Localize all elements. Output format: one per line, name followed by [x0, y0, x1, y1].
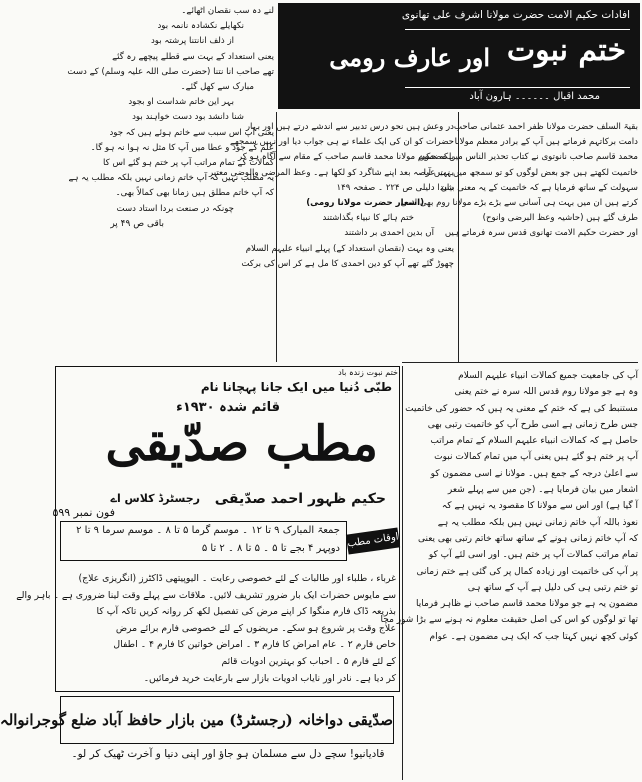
column-divider: [402, 366, 403, 780]
ad-tagline: طبّی دُنیا میں ایک جانا پہچانا نام: [200, 380, 392, 394]
text-line: یہ مطلب نہیں کہ آپ خاتم زمانی نہیں بلکہ مطلب یہ ہے: [68, 173, 274, 184]
text-line: کرتے ہیں ان میں بہت ہی آسانی سے بڑے بڑے مولانا روم بھی اسی: [400, 198, 638, 209]
text-line: اور حضرت حکیم الامت تھانوی قدس سرہ فرماتے ہیں: [444, 228, 638, 239]
text-line: در وعش ہیں نحو درس تدبیر سے اندشے درتے ہیں اور بہار: [245, 122, 454, 132]
text-line: چھوڑ گئے تھے آپ کو دین احمدی کا مل ہے کر اس کی برکت: [241, 258, 454, 269]
clinic-advertisement: [0, 366, 400, 780]
ad-line: خاص فارم ۲ ۔ عام امراض کا فارم ۳ ۔ امراض خواتین کا فارم ۴ ۔ اطفال: [113, 639, 396, 651]
text-line: مضمون یہ ہے جو مولانا محمد قاسم صاحب نے ظاہر فرمایا: [415, 599, 638, 610]
ad-line: سے مایوس حضرات ایک بار ضرور تشریف لائیں۔ ملاقات سے پہلے وقت لینا ضروری ہے ۔ باہر والے: [16, 589, 396, 601]
header-attribution: افادات حکیم الامت حضرت مولانا اشرف علی تھانوی: [401, 9, 630, 21]
ad-footer-message: قادیانیو! سچے دل سے مسلمان ہو جاؤ اور اپنی دنیا و آخرت ٹھیک کر لو۔: [71, 748, 385, 760]
text-line: محمد قاسم صاحب نانوتوی نے کتاب تحذیر الناس میں مضمون: [418, 152, 638, 163]
lower-right-column: [380, 368, 638, 778]
text-line: مستنبط کی ہے کہ ختم کے معنی یہ ہیں کہ حضور کی خاتمیت: [405, 403, 638, 414]
text-line: دامت برکاتہم فرماتے ہیں آپ کے برادر معظم مولانا: [454, 137, 638, 148]
text-line: کہ آپ خاتم مطلق ہیں زمانا بھی کمالاً بھی۔: [115, 188, 274, 199]
ad-body-text: [16, 571, 396, 687]
text-line: آپ پر ختم ہو گئے ہیں یعنی آپ میں تمام کمالات نبوت: [434, 452, 638, 463]
verse-line: ختم ہائے کا نبیاء بگذاشتند: [322, 213, 414, 224]
text-line: تمام مراتب کمالات آپ پر ختم ہیں۔ اور اسی لئے آپ کو: [428, 550, 638, 561]
text-line: بہت عرصہ بعد اپنے شاگرد کو لکھا ہے۔ وعظ المرضی والوضی معتبر: [209, 167, 454, 178]
text-line: نکھایلے نکشادہ نانمہ بود: [157, 21, 244, 32]
continued-note: باقی ص ۴۹ پر: [110, 218, 164, 229]
ad-line: کے لئے فارم ۵ ۔ احباب کو بہترین ادویات قائم: [221, 655, 396, 667]
text-line: طرف گئے ہیں (حاشیہ وعظ البرضی وانوح): [482, 213, 638, 224]
text-line: اشعار میں بیان فرمایا ہے۔ (جن میں سے پہلے شعر: [447, 485, 638, 496]
article-subtitle: اور عارف رومی: [329, 43, 490, 72]
text-line: بلکہ حکیم مولانا محمد قاسم صاحب کے مقام سے آگاہ ہو کر: [237, 152, 454, 163]
text-line: از ذلف انانتنا پرشتہ بود: [150, 36, 234, 47]
article-byline: محمد اقبال ۔۔۔۔۔۔ ہارون آباد: [469, 91, 600, 102]
left-column: [56, 4, 274, 360]
header-rule-bottom: [405, 87, 630, 88]
text-line: حضرات کو ان کی ایک علماء نے ہی جواب دیا اور نہیں سمجھے: [230, 137, 454, 148]
text-line: سے اعلیٰ درجہ کے جمع ہیں۔ مولانا نے اسی مضمون کو: [430, 468, 638, 479]
ad-established: قائم شدہ ۱۹۳۰ء: [176, 400, 280, 415]
timing-row: دوپہر ۴ بجے تا ۵ ۔ ۵ تا ۸ ۔ ۲ تا ۵: [201, 543, 340, 554]
article-title: ختم نبوت: [506, 33, 626, 68]
text-line: یعنی وہ بہت (نقصان استعداد کے) پہلے انبیاء علیہم السلام: [245, 243, 454, 254]
right-column: [400, 120, 638, 360]
text-line: کوئی کچھ نہیں کہتا جب کہ ایک ہی مضمون ہے۔ عوام: [429, 631, 638, 642]
text-line: تھا تو لوگوں کو اس کی اصل حقیقت معلوم نہ ہونے سے بڑا شور مچا: [380, 615, 638, 626]
ad-side-tag: ختم نبوت زندہ باد: [338, 368, 398, 377]
verse-heading: (اشعار حضرت مولانا رومی): [306, 198, 424, 209]
ad-phone: فون نمبر ۵۹۹: [52, 506, 115, 519]
ad-line: غرباء ، طلباء اور طالبات کے لئے خصوصی رعایت ۔ الیوپیتھی ڈاکٹرز (انگریزی علاج): [78, 573, 396, 584]
ad-timing-label: اوقات مطب: [346, 527, 400, 554]
text-line: یعنی آپ اس سبب سے خاتم ہوئے ہیں کہ جود: [109, 127, 274, 138]
text-line: علم کے جود و عطا میں آپ کا مثل نہ ہوا نہ ہو گا۔: [90, 142, 274, 153]
text-line: تھے صاحب انا نتنا (حضرت صلی اللہ علیہ وسلم) کے دست: [67, 66, 274, 77]
ad-line: علاج وقت پر شروع ہو سکے۔ مریضوں کے لئے خصوصی فارم برائے مرض: [115, 622, 396, 634]
text-line: بہر این خاتم شداست او بجود: [128, 97, 234, 108]
text-line: لنے دہ سب نقصان اٹھائے۔: [181, 6, 274, 16]
text-line: آ گیا ہے) اور اس سے مولانا کا مقصود یہ نہیں ہے کہ: [441, 501, 638, 512]
text-line: تو ختم رتبی ہی کی دلیل ہے آپ کے ساتھ ہی: [467, 582, 638, 593]
middle-column: [209, 120, 454, 360]
text-line: حاصل ہے کہ کمالات انبیاء علیہم السلام کے تمام مراتب: [430, 436, 638, 447]
ad-footer-dawakhana: صدّیقی دواخانہ (رجسٹرڈ) مین بازار حافظ آباد ضلع گوجرانوالہ: [60, 696, 394, 744]
text-line: یعنی استعداد کے بہت سے قطلے پیچھے رہ گئے: [112, 51, 274, 62]
ad-line: بذریعہ ڈاک فارم منگوا کر اپنے مرض کی تفصیل لکھ کر روانہ کریں تاکہ آپ کا: [96, 606, 396, 618]
text-line: خاتمیت لکھتے ہیں جو بعض لوگوں کو تو سمجھ میں نہیں آیا: [423, 167, 638, 178]
text-line: مبارک سے کھل گئے۔: [180, 82, 254, 93]
text-line: کمالات کے تمام مراتب آپ پر ختم ہو گئے اس کا: [103, 158, 274, 169]
ad-line: کر دیا ہے۔ نادر اور نایاب ادویات بازار سے بارعایت خرید فرمائیں۔: [143, 672, 396, 684]
text-line: شیدا دلیلی ص ۲۲۴ ۔ صفحہ ۱۴۹: [336, 182, 454, 193]
ad-registration: رجسٹرڈ کلاس اے: [110, 492, 200, 505]
ad-timing-box: [60, 521, 347, 561]
verse-line: آں بدین احمدی بر داشتند: [344, 228, 434, 239]
text-line: کہ آپ خاتم زمانی ہونے کے ساتھ ساتھ خاتم رتبی بھی یعنی: [417, 533, 638, 544]
text-line: شنا دانشد بود دست خواہند بود: [132, 112, 244, 123]
section-divider: [402, 362, 638, 363]
text-line: نعوذ باللہ آپ خاتم زمانی نہیں ہیں بلکہ مطلب یہ ہے: [437, 517, 638, 528]
text-line: سہولت کے ساتھ فرمایا ہے کہ خاتمیت کے یہ معنی بیان: [440, 182, 638, 193]
column-divider: [458, 112, 459, 362]
header-rule-top: [405, 29, 630, 30]
ad-clinic-name: مطب صدّیقی: [105, 416, 378, 472]
text-line: وہ ہے جو مولانا روم قدس اللہ سرہ نے ختم یعنی: [454, 387, 638, 398]
text-line: جس طرح زمانی ہے اسی طرح آپ کو خاتمیت رتبی بھی: [427, 419, 638, 430]
text-line: آپ کی جامعیت جمیع کمالات انبیاء علیہم السلام: [458, 371, 638, 381]
text-line: بقیۃ السلف حضرت مولانا ظفر احمد عثمانی صاحب: [453, 122, 638, 132]
text-line: چونکہ در صنعت بردا استاد دست: [116, 203, 234, 214]
text-line: پر آپ کی خاتمیت اور زیادہ کمال پر کی گئی ہے ختم زمانی: [416, 566, 638, 577]
ad-doctor-name: حکیم ظہور احمد صدّیقی: [214, 491, 386, 507]
article-header: [278, 3, 640, 109]
timing-row: جمعۃ المبارک ۹ تا ۱۲ ۔ موسم گرما ۵ تا ۸ ۔ موسم سرما ۹ تا ۲: [76, 525, 340, 536]
